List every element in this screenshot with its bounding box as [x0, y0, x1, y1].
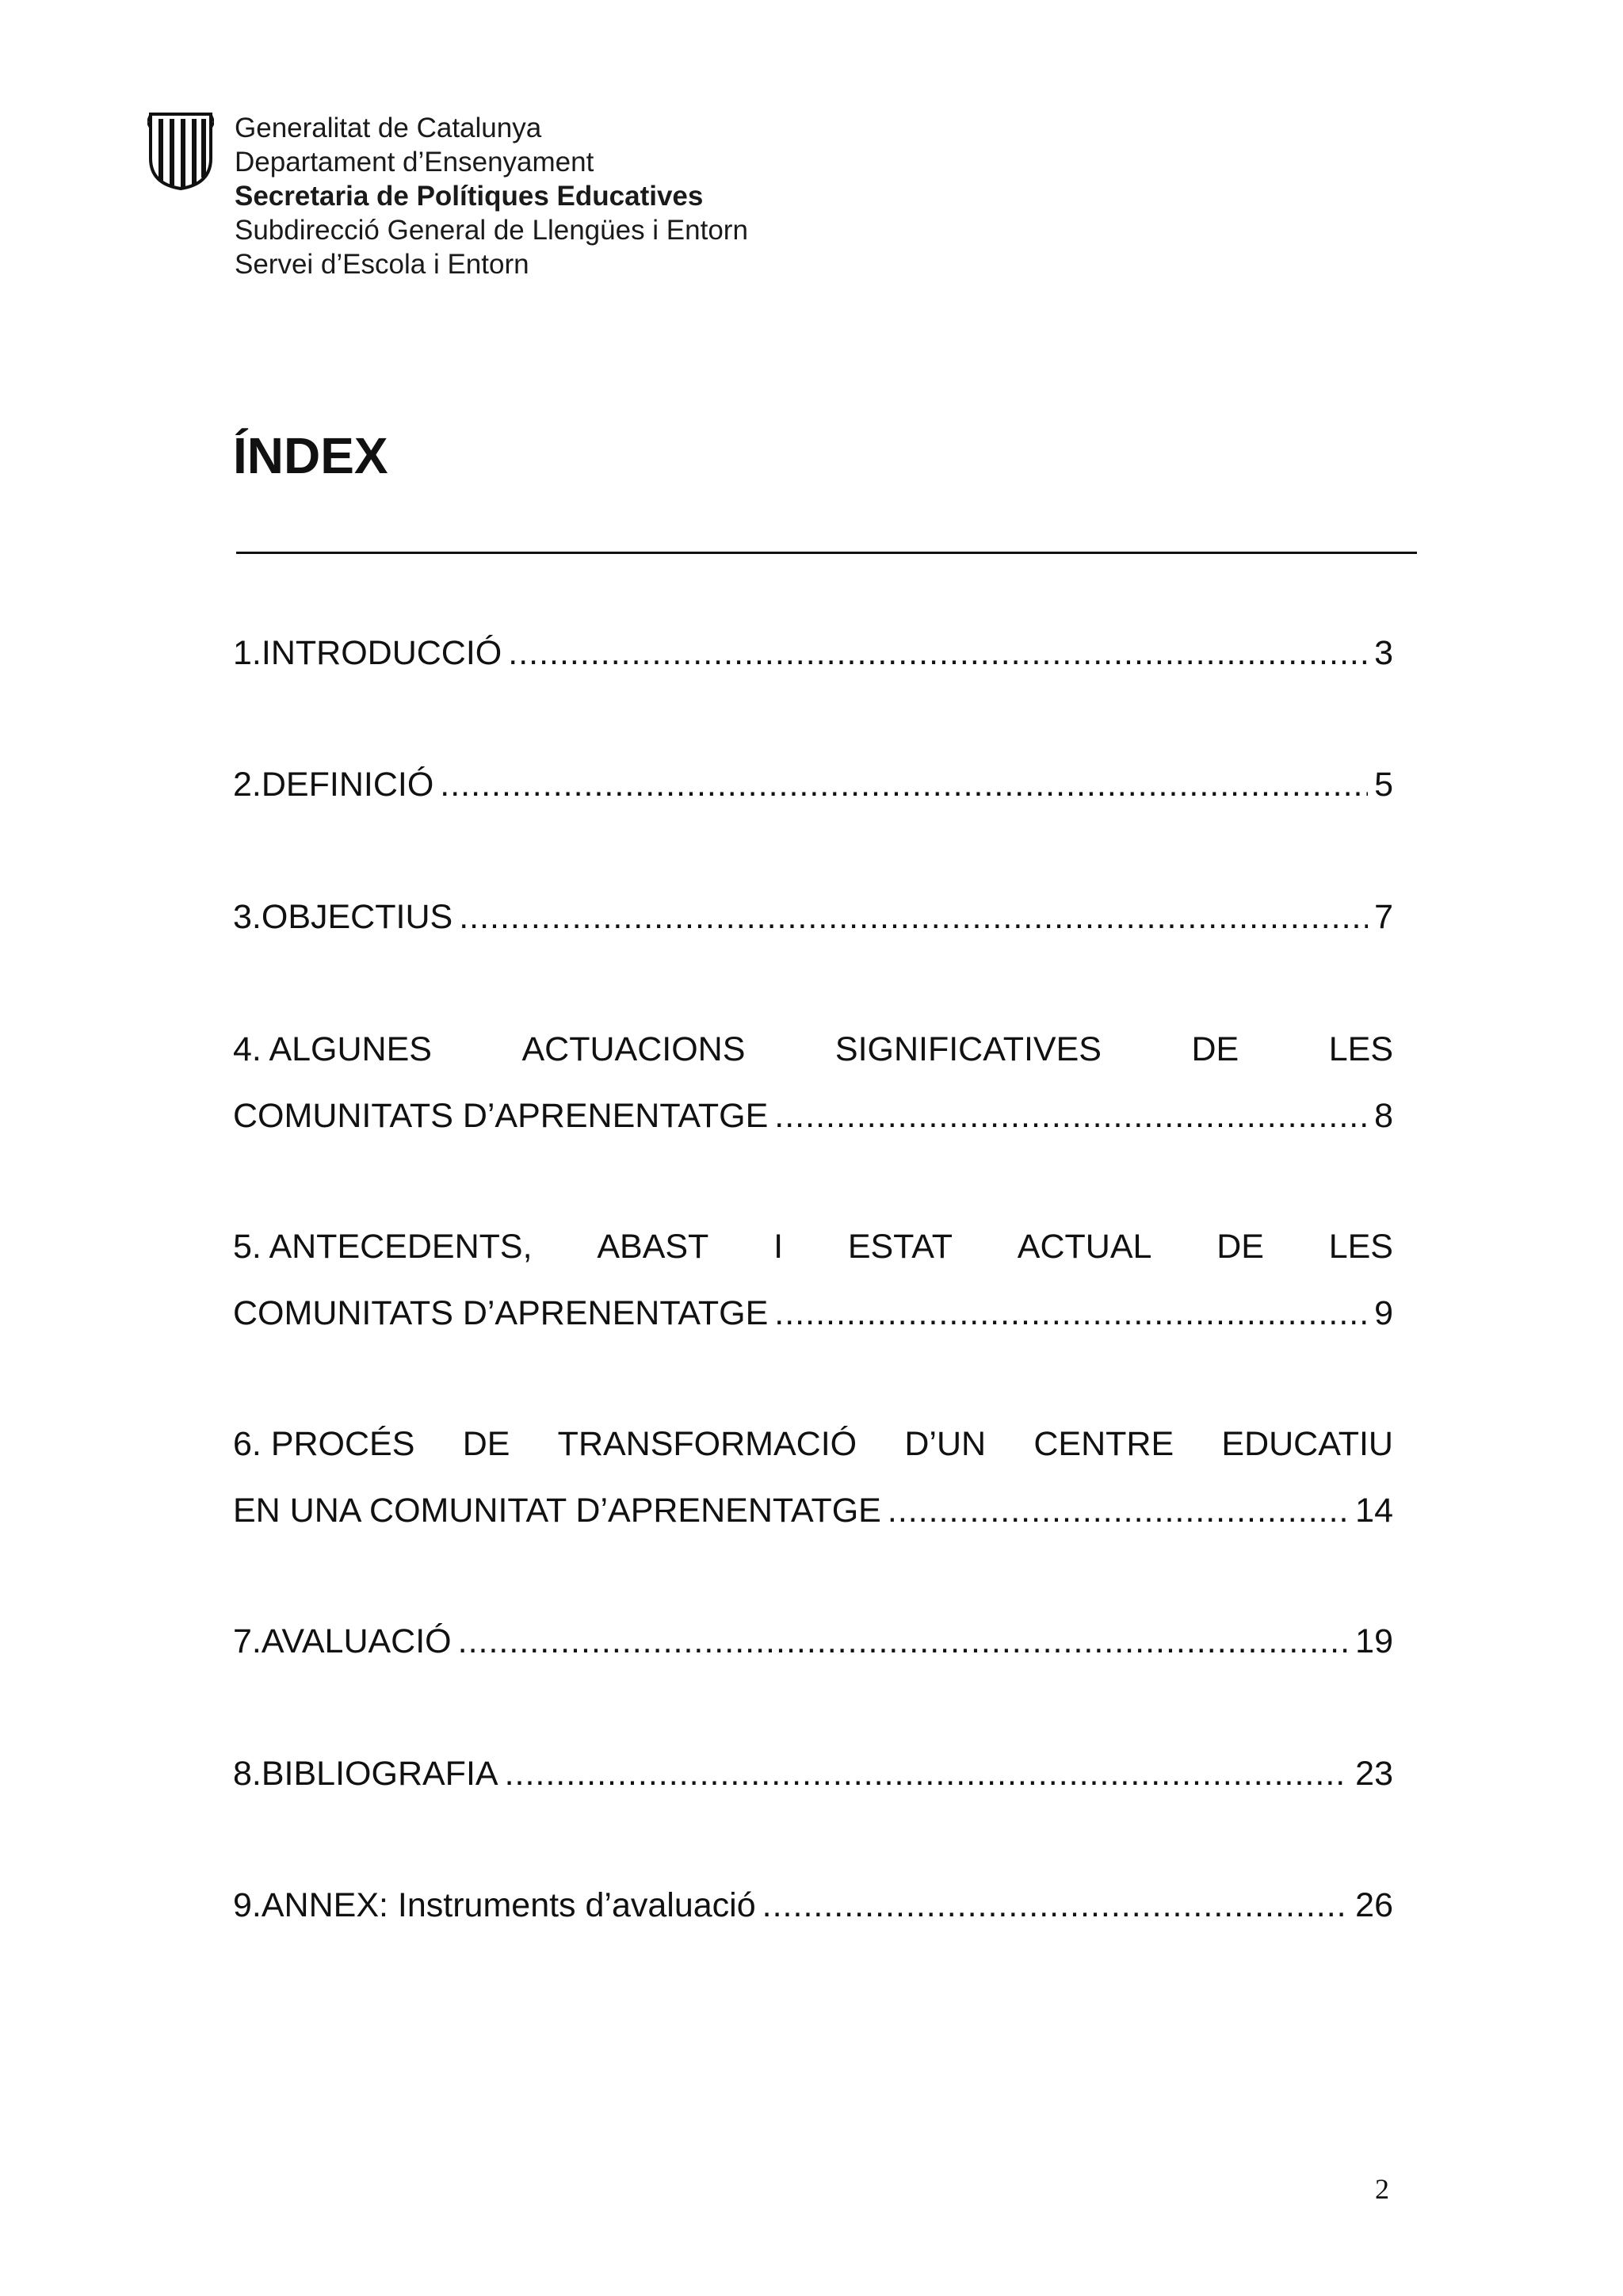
toc-title-word: SIGNIFICATIVES — [834, 1030, 1102, 1068]
toc-number-word: 6. PROCÉS — [233, 1425, 415, 1463]
dot-leader — [508, 620, 1368, 686]
toc-page-number: 14 — [1355, 1492, 1393, 1530]
toc-number: 2. — [233, 766, 262, 804]
toc-number: 3. — [233, 898, 262, 936]
toc-title-line-2 — [233, 1083, 1393, 1149]
toc-title-word: ESTAT — [847, 1228, 953, 1266]
title-divider — [236, 552, 1417, 554]
toc-title-word: D’UN — [904, 1425, 987, 1463]
toc-title: DEFINICIÓ — [261, 766, 434, 804]
toc-title-word: ABAST — [597, 1228, 709, 1266]
toc-title-word: ACTUACIONS — [521, 1030, 746, 1068]
toc-title-word: DE — [1191, 1030, 1239, 1068]
toc-title-word: ACTUAL — [1017, 1228, 1152, 1266]
toc-page-number: 9 — [1374, 1294, 1393, 1332]
dot-leader — [774, 1083, 1368, 1149]
toc-title-line-2 — [233, 1280, 1393, 1347]
toc-page-number: 8 — [1374, 1097, 1393, 1135]
toc-title-word: LES — [1328, 1228, 1393, 1266]
catalonia-coat-of-arms-icon — [147, 111, 214, 190]
page-title: ÍNDEX — [233, 427, 388, 484]
toc-number: 7. — [233, 1622, 262, 1660]
toc-title-continuation: COMUNITATS D’APRENENTATGE — [233, 1294, 769, 1332]
toc-title-line-1 — [233, 1411, 1393, 1477]
toc-title-word: TRANSFORMACIÓ — [557, 1425, 857, 1463]
toc-entry-3[interactable] — [233, 884, 1393, 950]
toc-title: INTRODUCCIÓ — [261, 634, 502, 672]
toc-entry-5[interactable] — [233, 1213, 1393, 1347]
toc-page-number: 5 — [1374, 766, 1393, 804]
subdirectorate-name: Subdirecció General de Llengües i Entorn — [235, 215, 748, 246]
secretariat-name: Secretaria de Polítiques Educatives — [235, 181, 704, 212]
letterhead-text — [235, 111, 869, 281]
toc-page-number: 19 — [1355, 1622, 1393, 1660]
toc-title-word: CENTRE — [1033, 1425, 1174, 1463]
toc-number-word: 4. ALGUNES — [233, 1030, 432, 1068]
dot-leader — [762, 1872, 1350, 1939]
dot-leader — [458, 1608, 1350, 1675]
toc-entry-1[interactable] — [233, 620, 1393, 686]
toc-title-word: I — [773, 1228, 784, 1266]
toc-entry-7[interactable] — [233, 1608, 1393, 1675]
dot-leader — [440, 751, 1368, 818]
toc-title-continuation: COMUNITATS D’APRENENTATGE — [233, 1097, 769, 1135]
toc-title-line-1 — [233, 1213, 1393, 1280]
dot-leader — [774, 1280, 1368, 1347]
toc-entry-8[interactable] — [233, 1740, 1393, 1807]
toc-entry-6[interactable] — [233, 1411, 1393, 1544]
dot-leader — [505, 1740, 1350, 1807]
toc-entry-2[interactable] — [233, 751, 1393, 818]
institution-name: Generalitat de Catalunya — [235, 113, 542, 143]
department-name: Departament d’Ensenyament — [235, 147, 594, 178]
toc-title: BIBLIOGRAFIA — [261, 1755, 498, 1793]
toc-title: ANNEX: Instruments d’avaluació — [261, 1886, 756, 1924]
toc-title: AVALUACIÓ — [261, 1622, 452, 1660]
toc-page-number: 7 — [1374, 898, 1393, 936]
toc-title-word: DE — [1216, 1228, 1264, 1266]
toc-number-word: 5. ANTECEDENTS, — [233, 1228, 533, 1266]
toc-title-word: DE — [462, 1425, 510, 1463]
toc-title: OBJECTIUS — [261, 898, 453, 936]
toc-number: 1. — [233, 634, 262, 672]
toc-page-number: 26 — [1355, 1886, 1393, 1924]
toc-page-number: 3 — [1374, 634, 1393, 672]
toc-title-line-2 — [233, 1477, 1393, 1544]
toc-title-word: EDUCATIU — [1221, 1425, 1393, 1463]
page-number: 2 — [1375, 2173, 1389, 2205]
toc-title-continuation: EN UNA COMUNITAT D’APRENENTATGE — [233, 1492, 881, 1530]
toc-number: 9. — [233, 1886, 262, 1924]
toc-entry-4[interactable] — [233, 1016, 1393, 1149]
dot-leader — [459, 884, 1368, 950]
toc-entry-9[interactable] — [233, 1872, 1393, 1939]
toc-number: 8. — [233, 1755, 262, 1793]
service-name: Servei d’Escola i Entorn — [235, 249, 529, 280]
toc-page-number: 23 — [1355, 1755, 1393, 1793]
toc-title-word: LES — [1328, 1030, 1393, 1068]
toc-title-line-1 — [233, 1016, 1393, 1083]
dot-leader — [888, 1477, 1349, 1544]
